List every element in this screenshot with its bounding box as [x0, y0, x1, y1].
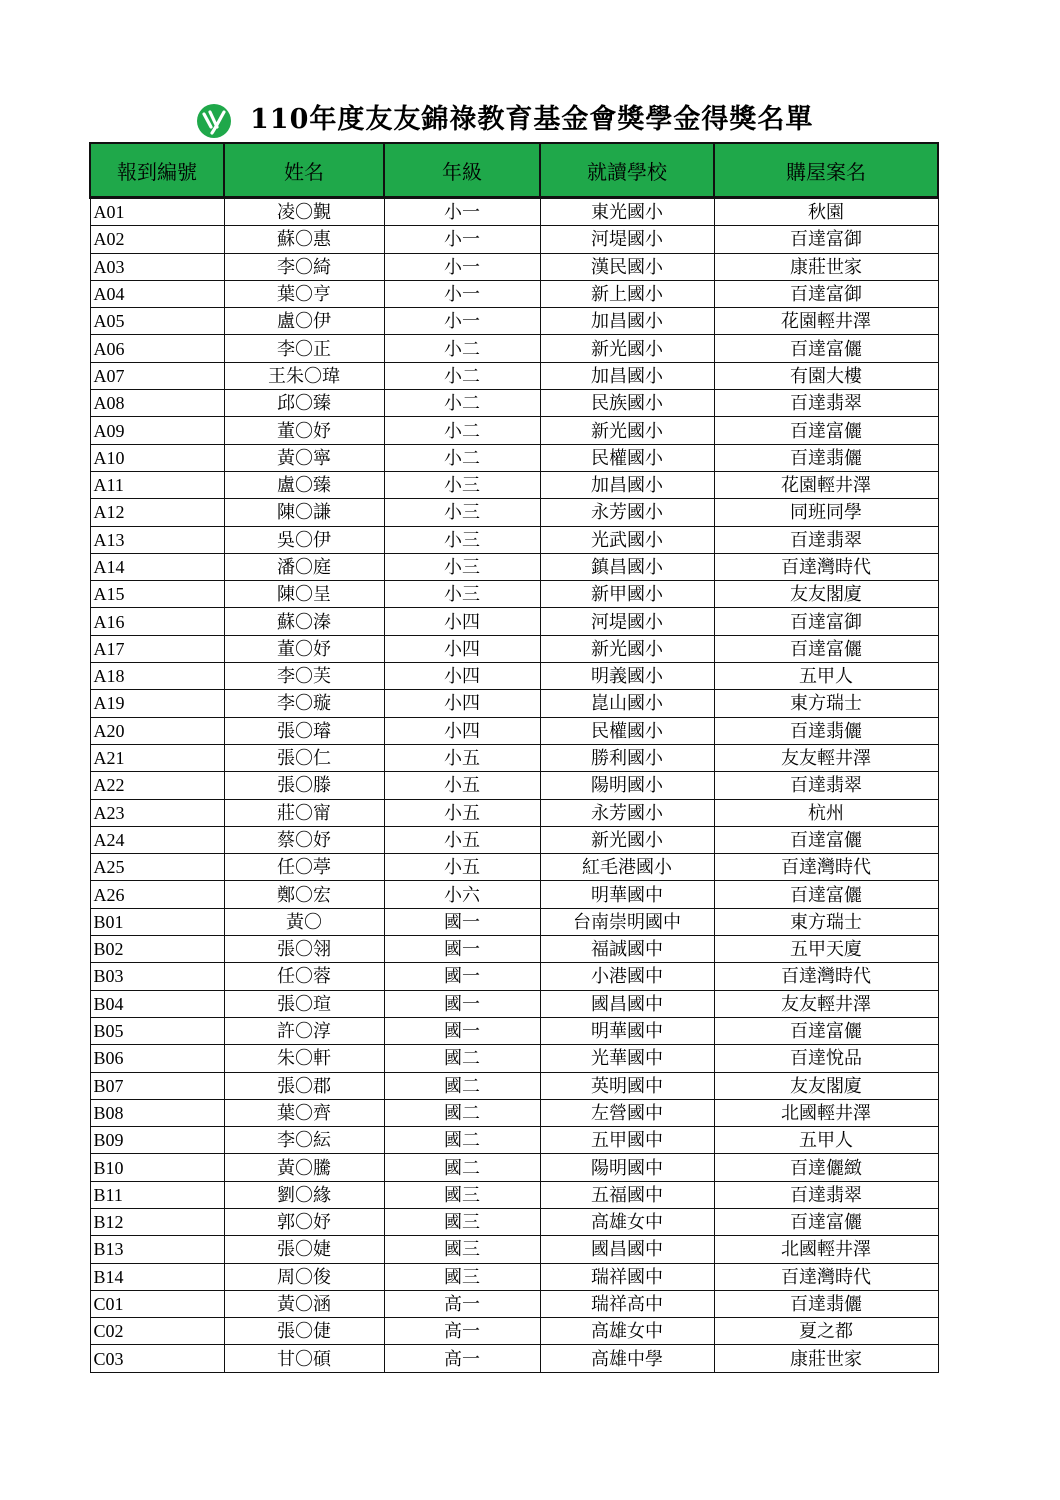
cell-project: 北國輕井澤	[714, 1236, 938, 1263]
cell-name: 張〇婕	[224, 1236, 384, 1263]
table-row	[90, 908, 938, 935]
cell-project: 友友輕井澤	[714, 990, 938, 1017]
cell-code: A08	[90, 390, 224, 417]
cell-grade: 小一	[384, 226, 540, 253]
cell-school: 民權國小	[540, 717, 714, 744]
cell-code: A07	[90, 362, 224, 389]
cell-school: 五福國中	[540, 1181, 714, 1208]
scholarship-table	[89, 142, 939, 1373]
cell-name: 朱〇軒	[224, 1045, 384, 1072]
column-header-name: 姓名	[224, 143, 384, 198]
table-row	[90, 553, 938, 580]
cell-name: 莊〇甯	[224, 799, 384, 826]
cell-project: 百達富儷	[714, 1208, 938, 1235]
cell-name: 張〇郡	[224, 1072, 384, 1099]
cell-school: 國昌國中	[540, 990, 714, 1017]
cell-code: B14	[90, 1263, 224, 1290]
cell-code: B02	[90, 936, 224, 963]
cell-school: 加昌國小	[540, 362, 714, 389]
cell-grade: 小二	[384, 444, 540, 471]
cell-project: 友友輕井澤	[714, 744, 938, 771]
cell-name: 董〇妤	[224, 417, 384, 444]
cell-code: A24	[90, 826, 224, 853]
cell-school: 福誠國中	[540, 936, 714, 963]
cell-name: 陳〇呈	[224, 581, 384, 608]
cell-grade: 國一	[384, 990, 540, 1017]
cell-code: A23	[90, 799, 224, 826]
table-row	[90, 471, 938, 498]
cell-project: 百達翡翠	[714, 390, 938, 417]
cell-name: 黃〇寧	[224, 444, 384, 471]
cell-project: 夏之都	[714, 1318, 938, 1345]
cell-code: A26	[90, 881, 224, 908]
cell-school: 東光國小	[540, 198, 714, 226]
cell-school: 小港國中	[540, 963, 714, 990]
cell-school: 紅毛港國小	[540, 854, 714, 881]
table-row	[90, 1345, 938, 1372]
cell-project: 百達富儷	[714, 417, 938, 444]
cell-school: 明華國中	[540, 1017, 714, 1044]
cell-school: 五甲國中	[540, 1127, 714, 1154]
cell-code: A16	[90, 608, 224, 635]
table-row	[90, 1290, 938, 1317]
table-row	[90, 990, 938, 1017]
cell-code: B06	[90, 1045, 224, 1072]
table-row	[90, 663, 938, 690]
cell-grade: 小五	[384, 772, 540, 799]
table-row	[90, 526, 938, 553]
table-row	[90, 335, 938, 362]
cell-name: 李〇正	[224, 335, 384, 362]
cell-code: A09	[90, 417, 224, 444]
cell-school: 左營國中	[540, 1099, 714, 1126]
cell-grade: 國三	[384, 1181, 540, 1208]
cell-grade: 國一	[384, 936, 540, 963]
cell-school: 漢民國小	[540, 253, 714, 280]
cell-grade: 高一	[384, 1345, 540, 1372]
cell-project: 五甲天廈	[714, 936, 938, 963]
cell-grade: 小四	[384, 608, 540, 635]
cell-project: 康莊世家	[714, 253, 938, 280]
cell-grade: 小二	[384, 362, 540, 389]
cell-name: 李〇芙	[224, 663, 384, 690]
cell-project: 秋園	[714, 198, 938, 226]
cell-school: 高雄中學	[540, 1345, 714, 1372]
table-row	[90, 581, 938, 608]
cell-grade: 國二	[384, 1127, 540, 1154]
cell-grade: 高一	[384, 1290, 540, 1317]
cell-grade: 國二	[384, 1154, 540, 1181]
cell-name: 蘇〇惠	[224, 226, 384, 253]
cell-name: 吳〇伊	[224, 526, 384, 553]
cell-grade: 小四	[384, 663, 540, 690]
cell-name: 盧〇臻	[224, 471, 384, 498]
cell-school: 新光國小	[540, 417, 714, 444]
cell-grade: 國三	[384, 1208, 540, 1235]
table-row	[90, 1181, 938, 1208]
cell-name: 邱〇臻	[224, 390, 384, 417]
cell-code: B12	[90, 1208, 224, 1235]
cell-code: A15	[90, 581, 224, 608]
cell-school: 新甲國小	[540, 581, 714, 608]
cell-code: A22	[90, 772, 224, 799]
cell-grade: 小三	[384, 553, 540, 580]
cell-school: 民權國小	[540, 444, 714, 471]
cell-project: 杭州	[714, 799, 938, 826]
cell-grade: 國二	[384, 1045, 540, 1072]
cell-project: 百達翡翠	[714, 772, 938, 799]
table-row	[90, 881, 938, 908]
column-header-project: 購屋案名	[714, 143, 938, 198]
table-row	[90, 417, 938, 444]
cell-project: 百達富儷	[714, 826, 938, 853]
cell-code: A12	[90, 499, 224, 526]
table-row	[90, 1099, 938, 1126]
cell-school: 崑山國小	[540, 690, 714, 717]
cell-project: 同班同學	[714, 499, 938, 526]
table-row	[90, 690, 938, 717]
cell-name: 張〇瑄	[224, 990, 384, 1017]
cell-project: 東方瑞士	[714, 690, 938, 717]
table-row	[90, 1208, 938, 1235]
cell-grade: 小三	[384, 526, 540, 553]
table-row	[90, 854, 938, 881]
cell-grade: 小二	[384, 390, 540, 417]
title-row	[0, 100, 1060, 140]
table-row	[90, 826, 938, 853]
cell-name: 李〇綺	[224, 253, 384, 280]
cell-code: C01	[90, 1290, 224, 1317]
cell-project: 百達富儷	[714, 881, 938, 908]
cell-code: B05	[90, 1017, 224, 1044]
table-header	[90, 143, 938, 198]
cell-name: 郭〇妤	[224, 1208, 384, 1235]
table-row	[90, 717, 938, 744]
cell-code: B10	[90, 1154, 224, 1181]
cell-project: 百達儷緻	[714, 1154, 938, 1181]
cell-project: 百達翡翠	[714, 526, 938, 553]
cell-name: 張〇滕	[224, 772, 384, 799]
cell-school: 瑞祥高中	[540, 1290, 714, 1317]
cell-name: 凌〇覲	[224, 198, 384, 226]
cell-code: A02	[90, 226, 224, 253]
cell-grade: 小四	[384, 635, 540, 662]
cell-name: 任〇蓉	[224, 963, 384, 990]
column-header-code: 報到編號	[90, 143, 224, 198]
cell-name: 盧〇伊	[224, 308, 384, 335]
cell-school: 新光國小	[540, 635, 714, 662]
cell-school: 民族國小	[540, 390, 714, 417]
cell-grade: 國一	[384, 963, 540, 990]
cell-grade: 小五	[384, 744, 540, 771]
cell-school: 明義國小	[540, 663, 714, 690]
cell-grade: 小二	[384, 417, 540, 444]
cell-name: 張〇璿	[224, 717, 384, 744]
cell-project: 百達富御	[714, 226, 938, 253]
cell-name: 潘〇庭	[224, 553, 384, 580]
table-row	[90, 635, 938, 662]
cell-school: 高雄女中	[540, 1208, 714, 1235]
cell-school: 加昌國小	[540, 471, 714, 498]
cell-grade: 小一	[384, 253, 540, 280]
cell-project: 友友閣廈	[714, 581, 938, 608]
table-row	[90, 1127, 938, 1154]
cell-grade: 國三	[384, 1236, 540, 1263]
cell-project: 百達灣時代	[714, 963, 938, 990]
green-leaf-logo-icon	[196, 103, 232, 139]
cell-code: B04	[90, 990, 224, 1017]
cell-school: 陽明國小	[540, 772, 714, 799]
cell-school: 台南崇明國中	[540, 908, 714, 935]
cell-project: 有園大樓	[714, 362, 938, 389]
cell-name: 黃〇騰	[224, 1154, 384, 1181]
table-row	[90, 1263, 938, 1290]
cell-code: A25	[90, 854, 224, 881]
cell-grade: 小五	[384, 854, 540, 881]
cell-grade: 小二	[384, 335, 540, 362]
cell-project: 百達翡翠	[714, 1181, 938, 1208]
table-row	[90, 1154, 938, 1181]
table-row	[90, 444, 938, 471]
cell-name: 張〇倢	[224, 1318, 384, 1345]
cell-grade: 國二	[384, 1072, 540, 1099]
cell-school: 河堤國小	[540, 226, 714, 253]
table-row	[90, 280, 938, 307]
cell-project: 百達富儷	[714, 335, 938, 362]
cell-name: 李〇紜	[224, 1127, 384, 1154]
cell-name: 張〇翎	[224, 936, 384, 963]
cell-project: 花園輕井澤	[714, 471, 938, 498]
cell-project: 百達灣時代	[714, 553, 938, 580]
cell-project: 百達翡儷	[714, 1290, 938, 1317]
cell-name: 周〇俊	[224, 1263, 384, 1290]
cell-name: 葉〇齊	[224, 1099, 384, 1126]
cell-name: 蔡〇妤	[224, 826, 384, 853]
cell-code: A19	[90, 690, 224, 717]
cell-grade: 小一	[384, 280, 540, 307]
cell-project: 百達富儷	[714, 1017, 938, 1044]
cell-school: 英明國中	[540, 1072, 714, 1099]
cell-grade: 小三	[384, 581, 540, 608]
table-row	[90, 772, 938, 799]
table-row	[90, 198, 938, 226]
table-body	[90, 198, 938, 1373]
cell-code: A17	[90, 635, 224, 662]
cell-project: 百達灣時代	[714, 1263, 938, 1290]
cell-grade: 小四	[384, 717, 540, 744]
cell-school: 國昌國中	[540, 1236, 714, 1263]
cell-school: 河堤國小	[540, 608, 714, 635]
table-row	[90, 499, 938, 526]
cell-name: 黃〇	[224, 908, 384, 935]
table-row	[90, 608, 938, 635]
cell-grade: 小六	[384, 881, 540, 908]
cell-project: 百達悅品	[714, 1045, 938, 1072]
cell-code: A11	[90, 471, 224, 498]
cell-school: 新光國小	[540, 826, 714, 853]
cell-project: 百達富御	[714, 280, 938, 307]
cell-school: 鎮昌國小	[540, 553, 714, 580]
cell-code: B08	[90, 1099, 224, 1126]
table-row	[90, 1072, 938, 1099]
cell-grade: 小四	[384, 690, 540, 717]
table-row	[90, 1236, 938, 1263]
cell-name: 黃〇涵	[224, 1290, 384, 1317]
cell-project: 五甲人	[714, 1127, 938, 1154]
cell-grade: 國二	[384, 1099, 540, 1126]
cell-code: A21	[90, 744, 224, 771]
cell-project: 百達翡儷	[714, 717, 938, 744]
table-row	[90, 253, 938, 280]
cell-code: A14	[90, 553, 224, 580]
cell-name: 張〇仁	[224, 744, 384, 771]
table-row	[90, 1318, 938, 1345]
cell-grade: 小一	[384, 198, 540, 226]
table-row	[90, 362, 938, 389]
table-row	[90, 390, 938, 417]
table-row	[90, 226, 938, 253]
cell-school: 永芳國小	[540, 799, 714, 826]
cell-name: 甘〇碩	[224, 1345, 384, 1372]
table-row	[90, 936, 938, 963]
cell-code: A01	[90, 198, 224, 226]
cell-grade: 國一	[384, 908, 540, 935]
cell-code: A18	[90, 663, 224, 690]
cell-name: 許〇淳	[224, 1017, 384, 1044]
cell-code: B11	[90, 1181, 224, 1208]
cell-project: 百達富儷	[714, 635, 938, 662]
table-row	[90, 1017, 938, 1044]
cell-code: B09	[90, 1127, 224, 1154]
cell-project: 百達富御	[714, 608, 938, 635]
cell-project: 花園輕井澤	[714, 308, 938, 335]
cell-project: 北國輕井澤	[714, 1099, 938, 1126]
cell-name: 鄭〇宏	[224, 881, 384, 908]
cell-project: 康莊世家	[714, 1345, 938, 1372]
cell-name: 董〇妤	[224, 635, 384, 662]
cell-name: 陳〇謙	[224, 499, 384, 526]
cell-code: C03	[90, 1345, 224, 1372]
table-row	[90, 963, 938, 990]
cell-code: A10	[90, 444, 224, 471]
table-row	[90, 799, 938, 826]
cell-grade: 國三	[384, 1263, 540, 1290]
cell-name: 葉〇亨	[224, 280, 384, 307]
cell-school: 永芳國小	[540, 499, 714, 526]
cell-project: 百達灣時代	[714, 854, 938, 881]
cell-code: A04	[90, 280, 224, 307]
page-title: 110年度友友錦祿教育基金會獎學金得獎名單	[250, 104, 814, 135]
cell-grade: 國一	[384, 1017, 540, 1044]
cell-code: B03	[90, 963, 224, 990]
cell-name: 蘇〇溱	[224, 608, 384, 635]
cell-grade: 小五	[384, 826, 540, 853]
column-header-grade: 年級	[384, 143, 540, 198]
column-header-school: 就讀學校	[540, 143, 714, 198]
cell-code: A06	[90, 335, 224, 362]
cell-school: 加昌國小	[540, 308, 714, 335]
cell-code: B13	[90, 1236, 224, 1263]
table-row	[90, 308, 938, 335]
cell-school: 光華國中	[540, 1045, 714, 1072]
cell-grade: 小三	[384, 471, 540, 498]
cell-grade: 高一	[384, 1318, 540, 1345]
cell-school: 陽明國中	[540, 1154, 714, 1181]
cell-school: 勝利國小	[540, 744, 714, 771]
cell-project: 東方瑞士	[714, 908, 938, 935]
cell-name: 王朱〇瑋	[224, 362, 384, 389]
cell-code: A03	[90, 253, 224, 280]
cell-project: 友友閣廈	[714, 1072, 938, 1099]
cell-school: 高雄女中	[540, 1318, 714, 1345]
table-row	[90, 744, 938, 771]
cell-school: 光武國小	[540, 526, 714, 553]
cell-name: 李〇璇	[224, 690, 384, 717]
cell-code: B07	[90, 1072, 224, 1099]
cell-school: 瑞祥國中	[540, 1263, 714, 1290]
cell-code: A13	[90, 526, 224, 553]
cell-project: 五甲人	[714, 663, 938, 690]
cell-project: 百達翡儷	[714, 444, 938, 471]
cell-code: A20	[90, 717, 224, 744]
cell-school: 新光國小	[540, 335, 714, 362]
table-row	[90, 1045, 938, 1072]
cell-code: B01	[90, 908, 224, 935]
cell-school: 新上國小	[540, 280, 714, 307]
cell-code: A05	[90, 308, 224, 335]
cell-school: 明華國中	[540, 881, 714, 908]
cell-name: 劉〇緣	[224, 1181, 384, 1208]
cell-grade: 小一	[384, 308, 540, 335]
cell-name: 任〇葶	[224, 854, 384, 881]
cell-grade: 小五	[384, 799, 540, 826]
cell-code: C02	[90, 1318, 224, 1345]
cell-grade: 小三	[384, 499, 540, 526]
